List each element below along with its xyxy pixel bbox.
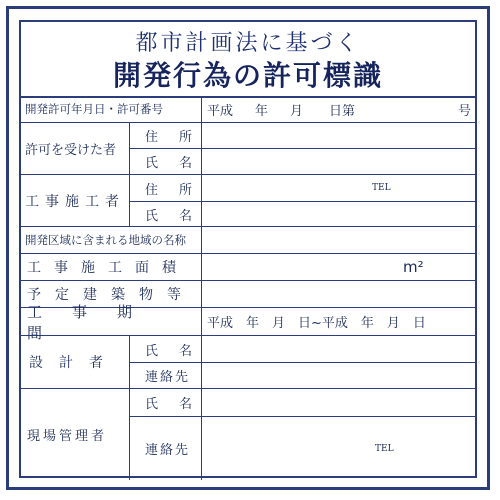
sign-title: 開発行為の許可標識 bbox=[112, 59, 383, 92]
title-block bbox=[21, 22, 475, 98]
construction-area-row bbox=[21, 254, 475, 281]
permittee-label: 許可を受けた者 bbox=[25, 143, 117, 158]
designer-group bbox=[21, 336, 475, 389]
site-manager-label: 現場管理者 bbox=[27, 429, 108, 444]
contractor-name-label: 氏 名 bbox=[145, 208, 197, 224]
permit-year: 年 bbox=[255, 103, 269, 119]
permit-era: 平成 bbox=[207, 103, 234, 119]
construction-area-label-text: 工事施工面積 bbox=[27, 260, 189, 276]
permit-sign-table bbox=[19, 20, 477, 478]
permittee-address-label: 住 所 bbox=[145, 130, 197, 145]
contractor-address-label: 住 所 bbox=[145, 182, 197, 198]
permit-number-suffix: 号 bbox=[457, 103, 471, 119]
construction-area-unit: m² bbox=[403, 258, 424, 276]
construction-period-value: 平成 年 月 日~平成 年 月 日 bbox=[207, 316, 426, 331]
site-manager-contact-label: 連絡先 bbox=[145, 443, 191, 458]
area-name-row bbox=[21, 227, 475, 254]
permit-number-row bbox=[21, 96, 475, 123]
contractor-label: 工事施工者 bbox=[25, 193, 125, 210]
permit-day-number: 日第 bbox=[329, 103, 356, 119]
construction-period-label: 工事期間 bbox=[27, 302, 163, 342]
permit-sign-board bbox=[6, 6, 490, 490]
contractor-group bbox=[21, 175, 475, 227]
permit-number-value bbox=[207, 96, 471, 122]
site-manager-group bbox=[21, 389, 475, 480]
construction-period-row bbox=[21, 302, 475, 342]
designer-name-label: 氏 名 bbox=[145, 343, 197, 359]
site-manager-tel: TEL bbox=[375, 443, 394, 454]
planned-building-label: 予定建築物等 bbox=[27, 287, 195, 303]
permittee-group bbox=[21, 123, 475, 175]
permittee-name-label: 氏 名 bbox=[145, 156, 197, 171]
contractor-tel: TEL bbox=[372, 183, 391, 193]
permit-number-label: 開発許可年月日・許可番号 bbox=[25, 102, 163, 116]
site-manager-name-label: 氏 名 bbox=[145, 397, 197, 412]
area-name-label: 開発区域に含まれる地域の名称 bbox=[25, 233, 186, 247]
designer-contact-label: 連絡先 bbox=[145, 370, 191, 385]
permit-month: 月 bbox=[290, 103, 304, 119]
designer-label: 設計者 bbox=[29, 355, 119, 371]
construction-area-label bbox=[21, 254, 201, 280]
sign-subtitle: 都市計画法に基づく bbox=[135, 31, 361, 56]
